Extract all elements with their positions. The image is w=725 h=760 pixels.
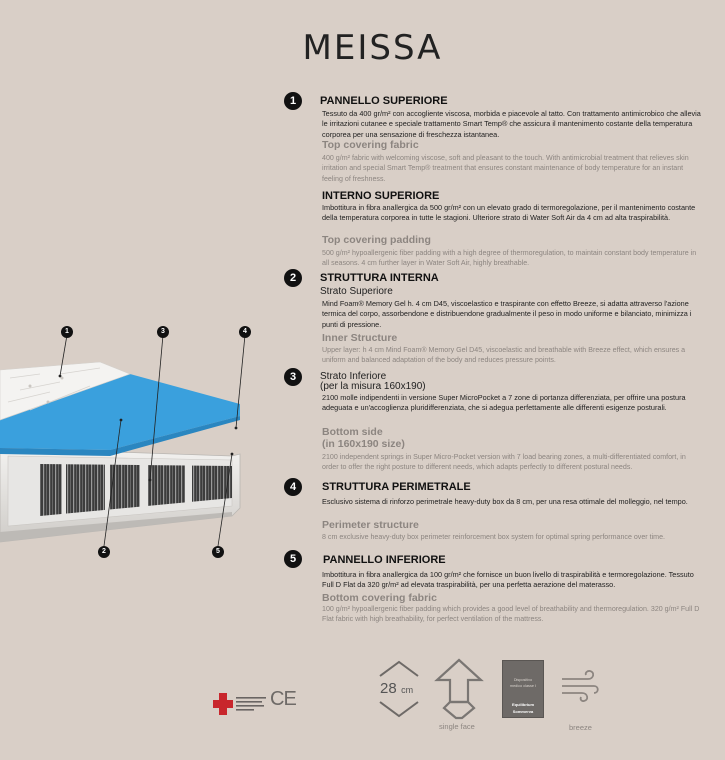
section-text-en: 2100 independent springs in Super Micro-Pocket version with 7 load bearing zones, a multi-differentiated comfort, in order to offer the right posture to different needs, which adapts perfectly to different postural needs.	[322, 453, 686, 472]
section-heading-en: Inner Structure	[322, 332, 398, 344]
section-pannello-superiore	[284, 92, 704, 272]
height-unit: cm	[401, 685, 414, 695]
section-heading-en-2: (in 160x190 size)	[322, 438, 405, 450]
badge-line-3: Equilibrium	[512, 702, 534, 707]
sub-heading-en: Top covering padding	[322, 234, 431, 246]
section-number-1: 1	[284, 92, 302, 110]
section-text-en: 100 g/m² hypoallergenic fiber padding which provides a good level of breathability and thermoregulation. 320 g/m² Full D Flat fabric with high breathability, for perfect ventilation of the mattress.	[322, 605, 700, 624]
section-heading-en: Bottom covering fabric	[322, 592, 437, 604]
single-face-label: single face	[439, 722, 475, 731]
section-number-2: 2	[284, 269, 302, 287]
callout-5: 5	[212, 546, 224, 558]
section-struttura-perimetrale	[284, 478, 704, 543]
section-number-4: 4	[284, 478, 302, 496]
page-title: MEISSA	[302, 28, 443, 68]
section-struttura-interna	[284, 269, 704, 364]
section-heading: PANNELLO SUPERIORE	[320, 95, 448, 107]
feature-icons	[0, 655, 725, 755]
section-heading: Strato Inferiore	[320, 371, 387, 382]
section-text-en: Upper layer: h 4 cm Mind Foam® Memory Gel D45, viscoelastic and breathable with Breeze effect, which ensures a uniform and balanced adaptation of the body and reduces pressure points.	[322, 346, 686, 365]
section-text-en: 400 g/m² fabric with welcoming viscose, soft and pleasant to the touch. With antimicrobial treatment that relieves skin irritation and special Smart Temp® treatment that ensures constant maintenance of body temperature for an instant feeling of freshness.	[322, 154, 689, 183]
mattress-cross-section-icon	[0, 320, 260, 570]
sub-text-it: Imbottitura in fibra anallergica da 500 gr/m² con un elevato grado di termoregolazione, per il mantenimento costante della temperatura corporea in tutte le stagioni. Ulteriore strato di Water Soft Air da 4 cm ad alta traspirabilità.	[322, 203, 696, 223]
badge-line-2: medico classe I	[509, 684, 537, 688]
height-number: 28	[380, 680, 397, 697]
section-number-3: 3	[284, 368, 302, 386]
single-face-arrow-icon	[434, 658, 484, 720]
section-heading: PANNELLO INFERIORE	[323, 554, 446, 566]
section-heading-en: Top covering fabric	[322, 139, 419, 151]
section-text-en: 8 cm exclusive heavy-duty box perimeter reinforcement box system for optimal spring performance over time.	[322, 533, 666, 541]
badge-line-1: Dispositivo	[513, 678, 533, 682]
section-text-it: Esclusivo sistema di rinforzo perimetrale heavy-duty box da 8 cm, per una resa ottimale del molleggio, nel tempo.	[322, 497, 688, 506]
callout-3: 3	[157, 326, 169, 338]
badge-line-4: Sommerva	[512, 709, 534, 714]
callout-4: 4	[239, 326, 251, 338]
red-cross-logo-icon	[213, 693, 269, 715]
sub-text-en: 500 g/m² hypoallergenic fiber padding with a high degree of thermoregulation, to maintain constant body temperature in all seasons. 4 cm further layer in Water Soft Air, highly breathable.	[322, 249, 697, 268]
section-text-it: 2100 molle indipendenti in versione Super MicroPocket a 7 zone di portanza differenziata, per offrire una postura adeguata e un'accoglienza pluridifferenziata, che si adegua perfettamente alle differenti esigenze posturali.	[322, 393, 686, 413]
callout-2: 2	[98, 546, 110, 558]
section-text-it: Imbottitura in fibra anallergica da 100 gr/m² che fornisce un buon livello di traspirabilità e termoregolazione. Tessuto Full D Flat da 320 gr/m² ad elevata traspirabilità, per una perfetta aerazione del materasso.	[322, 570, 694, 590]
breeze-label: breeze	[569, 723, 592, 732]
section-pannello-inferiore	[284, 550, 704, 625]
mattress-illustration	[0, 320, 260, 570]
section-heading-en: Bottom side	[322, 426, 383, 438]
sub-heading: INTERNO SUPERIORE	[322, 190, 440, 202]
section-text-it: Mind Foam® Memory Gel h. 4 cm D45, viscoelastico e traspirante con effetto Breeze, si adatta attraverso l'azione termica del corpo, assorbendone e distribuendone gradualmente il peso in modo uniforme e bilanciato, minimizza i punti di pressione.	[322, 299, 692, 329]
section-number-5: 5	[284, 550, 302, 568]
callout-1: 1	[61, 326, 73, 338]
height-value	[380, 680, 413, 698]
section-strato-inferiore	[284, 368, 704, 473]
section-heading: STRUTTURA PERIMETRALE	[322, 481, 471, 493]
section-heading: STRUTTURA INTERNA	[320, 272, 439, 284]
medical-device-badge	[502, 660, 544, 718]
breeze-wind-icon	[560, 669, 600, 703]
section-heading-en: Perimeter structure	[322, 519, 419, 531]
section-text-it: Tessuto da 400 gr/m² con accogliente viscosa, morbida e piacevole al tatto. Con trattamento antimicrobico che allevia le irritazioni cutanee e speciale trattamento Smart Temp® che assicura il mantenimento costante della temperatura corporea per una sensazione di freschezza istantanea.	[322, 109, 701, 139]
section-heading-2: (per la misura 160x190)	[320, 381, 426, 392]
ce-mark: CE	[270, 688, 296, 710]
section-subtitle: Strato Superiore	[320, 286, 393, 297]
